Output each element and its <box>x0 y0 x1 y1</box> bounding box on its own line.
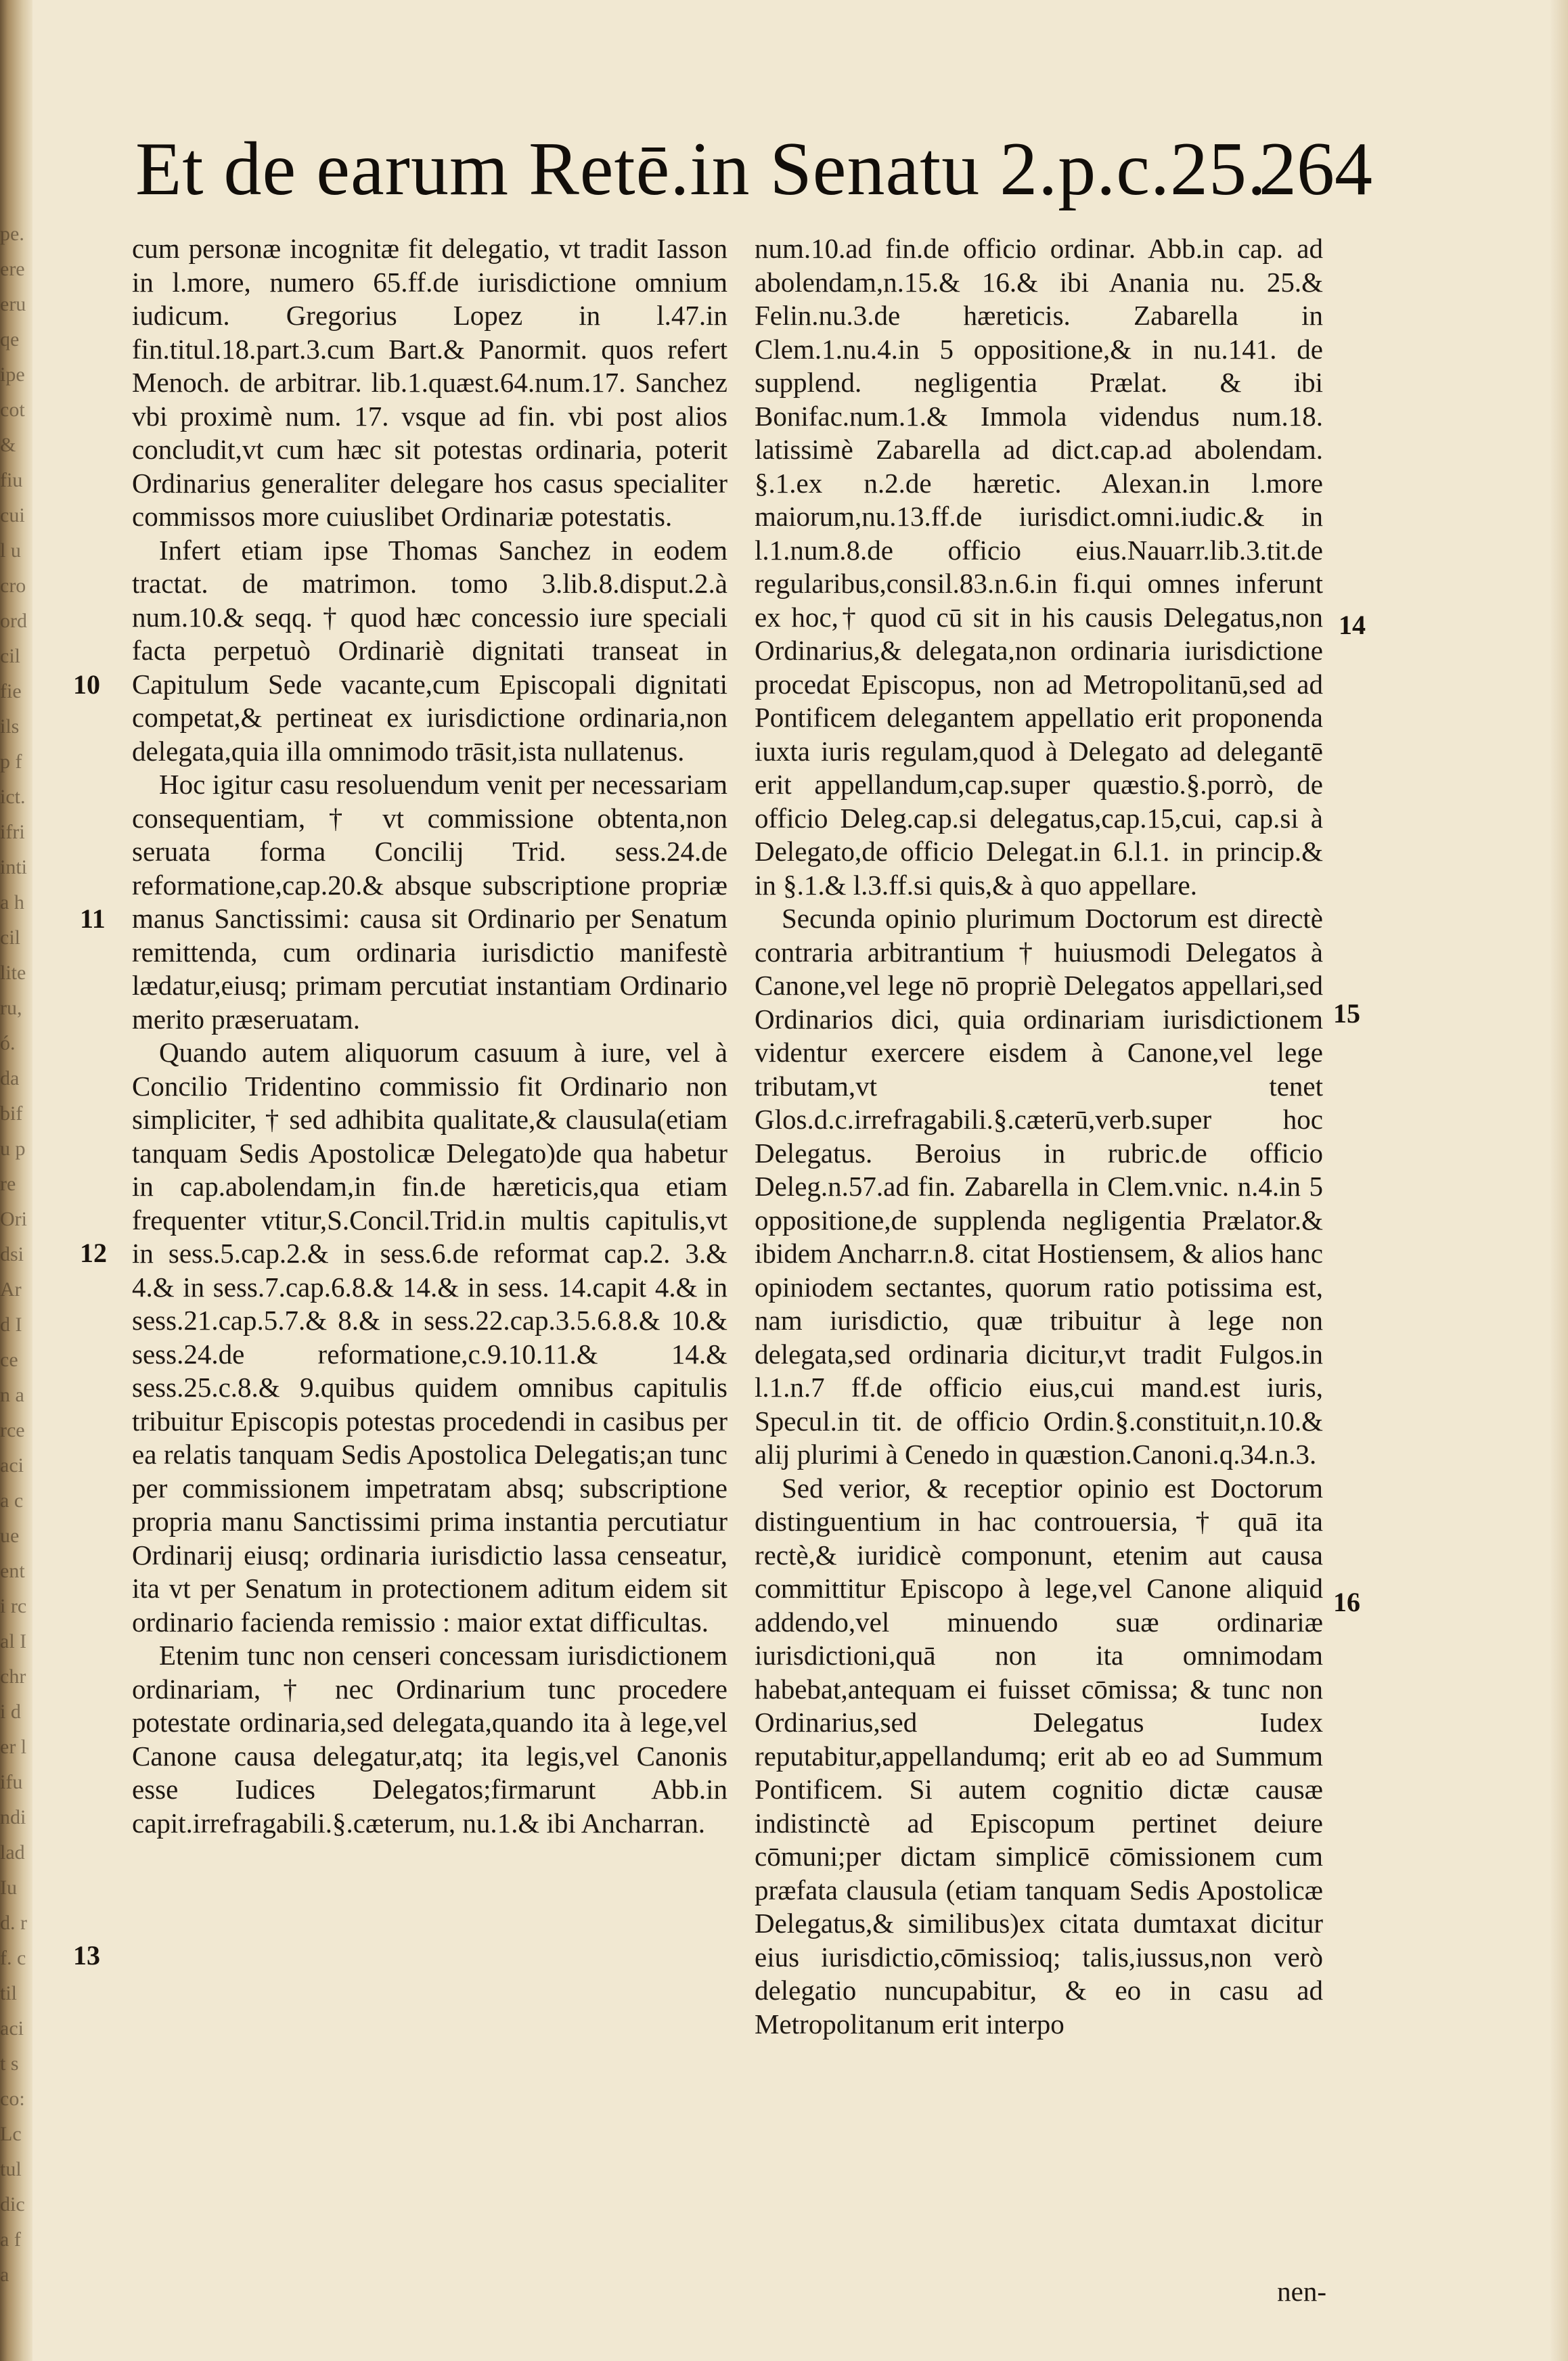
margin-number: 15 <box>1333 998 1360 1029</box>
paragraph: Sed verior, & receptior opinio est Doctorum distinguentium in hac controuersia, † quā ita rectè,& iuridicè componunt, etenim aut causa committitur Episcopo à lege,vel Canone aliquid addendo,vel minuendo suæ ordinariæ iurisdictioni,quā non ita omnimodam habebat,antequam ei fuisset cōmissa; & tunc non Ordinarius,sed Delegatus Iudex reputabitur,appellandumq; erit ab eo ad Summum Pontificem. Si autem cognitio dictæ causæ indistinctè ad Episcopum pertinet deiure cōmuni;per dictam simplicē cōmissionem cum præfata clausula (etiam tanquam Sedis Apostolicæ Delegatus,& similibus)ex citata dumtaxat dicitur eius iurisdictio,cōmissioq; talis,iussus,non verò delegatio nuncupabitur, & eo in casu ad Metropolitanum erit interpo <box>755 1472 1323 2040</box>
paragraph: Quando autem aliquorum casuum à iure, vel à Concilio Tridentino commissio fit Ordinario non simpliciter, † sed adhibita qualitate,& clausula(etiam tanquam Sedis Apostolicæ Delegato)de qua habetur in cap.abolendam,in fin.de hæreticis,qua etiam frequenter vtitur,S.Concil.Trid.in multis capitulis,vt in sess.5.cap.2.& in sess.6.de reformat cap.2. 3.& 4.& in sess.7.cap.6.8.& 14.& in sess. 14.capit 4.& in sess.21.cap.5.7.& 8.& in sess.22.cap.3.5.6.8.& 10.& sess.24.de reformatione,c.9.10.11.& 14.& sess.25.c.8.& 9.quibus quidem omnibus capitulis tribuitur Episcopis potestas procedendi in casibus per ea relatis tanquam Sedis Apostolica Delegatis;an tunc per commissionem impetratam absq; subscriptione propria manu Sanctissimi prima instantia percutiatur Ordinarij eiusq; ordinaria iurisdictio lassa censeatur, ita vt per Senatum in protectionem aditum eidem sit ordinario facienda remissio : maior extat difficultas. <box>132 1037 727 1638</box>
margin-number: 16 <box>1333 1587 1360 1617</box>
margin-number: 11 <box>80 903 106 934</box>
margin-number: 10 <box>73 669 100 700</box>
gutter-text-fragments: pe. ere eru qe ipe cot & fiu cuil ucro ord cil fie ilsp fict. ifri intia hcil lite ru,ó. da bifu pre Ori dsi Ard Icen arce acia cue enti rcal Ichri der lifu ndi lad Iud. rf. ctil acit sco: Lc tul dica fa <box>0 223 28 2286</box>
paragraph: cum personæ incognitæ fit delegatio, vt tradit Iasson in l.more, numero 65.ff.de iurisdictione omnium iudicum. Gregorius Lopez in l.47.in fin.titul.18.part.3.cum Bart.& Panormit. quos refert Menoch. de arbitrar. lib.1.quæst.64.num.17. Sanchez vbi proximè num. 17. vsque ad fin. vbi post alios concludit,vt cum hæc sit potestas ordinaria, poterit Ordinarius generaliter delegare hos casus specialiter commissos more cuiuslibet Ordinariæ potestatis. <box>132 233 727 532</box>
right-column <box>755 232 1323 2041</box>
page-edge <box>1550 0 1568 2361</box>
margin-number: 12 <box>80 1238 107 1268</box>
paragraph: Infert etiam ipse Thomas Sanchez in eodem tractat. de matrimon. tomo 3.lib.8.disput.2.à num.10.& seqq. † quod hæc concessio iure speciali facta perpetuò Ordinariè dignitati transeat in Capitulum Sede vacante,cum Episcopali dignitati competat,& pertineat ex iurisdictione ordinaria,non delegata,quia illa omnimodo trāsit,ista nullatenus. <box>132 534 727 767</box>
folio-number: 264 <box>1259 127 1372 211</box>
paragraph: Hoc igitur casu resoluendum venit per necessariam consequentiam, † vt commissione obtenta,non seruata forma Concilij Trid. sess.24.de reformatione,cap.20.& absque subscriptione propriæ manus Sanctissimi: causa sit Ordinario per Senatum remittenda, cum ordinaria iurisdictio manifestè lædatur,eiusq; primam percutiat instantiam Ordinario merito præseruatam. <box>132 769 727 1035</box>
paragraph: Secunda opinio plurimum Doctorum est directè contraria arbitrantium † huiusmodi Delegatos à Canone,vel lege nō propriè Delegatos appellari,sed Ordinarios dici, quia ordinariam iurisdictionem videntur exercere eisdem à Canone,vel lege tributam,vt tenet Glos.d.c.irrefragabili.§.cæterū,verb.super hoc Delegatus. Beroius in rubric.de officio Deleg.n.57.ad fin. Zabarella in Clem.vnic. n.4.in 5 oppositione,de supplenda negligentia Prælator.& ibidem Ancharr.n.8. citat Hostiensem, & alios hanc opiniodem sectantes, quorum ratio potissima est, nam iurisdictio, quæ tribuitur à lege non delegata,sed ordinaria dicitur,vt tradit Fulgos.in l.1.n.7 ff.de officio eius,cui mand.est iuris, Specul.in tit. de officio Ordin.§.constituit,n.10.& alij plurimi à Cenedo in quæstion.Canoni.q.34.n.3. <box>755 903 1323 1470</box>
binding-gutter <box>0 0 32 2361</box>
paragraph: num.10.ad fin.de officio ordinar. Abb.in cap. ad abolendam,n.15.& 16.& ibi Anania nu. 25.& Felin.nu.3.de hæreticis. Zabarella in Clem.1.nu.4.in 5 oppositione,& in nu.141. de supplend. negligentia Prælat. & ibi Bonifac.num.1.& Immola videndus num.18. latissimè Zabarella ad dict.cap.ad abolendam. §.1.ex n.2.de hæretic. Alexan.in l.more maiorum,nu.13.ff.de iurisdict.omni.iudic.& in l.1.num.8.de officio eius.Nauarr.lib.3.tit.de regularibus,consil.83.n.6.in fi.qui omnes inferunt ex hoc,† quod cū sit in his causis Delegatus,non Ordinarius,& delegata,non ordinaria iurisdictione procedat Episcopus, non ad Metropolitanū,sed ad Pontificem delegantem appellatio erit proponenda iuxta iuris regulam,quod à Delegato ad delegantē erit appellandum,cap.super quæstio.§.porrò, de officio Deleg.cap.si delegatus,cap.15,cui, cap.si à Delegato,de officio Delegat.in 6.l.1. in princip.& in §.1.& l.3.ff.si quis,& à quo appellare. <box>755 233 1323 901</box>
margin-number: 13 <box>73 1940 100 1971</box>
left-column <box>132 232 727 1840</box>
margin-number: 14 <box>1339 610 1366 640</box>
paragraph: Etenim tunc non censeri concessam iurisdictionem ordinariam, † nec Ordinarium tunc procedere potestate ordinaria,sed delegata,quando ita à lege,vel Canone causa delegatur,atq; ita legis,vel Canonis esse Iudices Delegatos;firmarunt Abb.in capit.irrefragabili.§.cæterum, nu.1.& ibi Ancharran. <box>132 1640 727 1839</box>
running-title: Et de earum Retē.in Senatu 2.p.c.25. <box>135 127 1267 211</box>
catchword: nen- <box>1277 2276 1326 2307</box>
